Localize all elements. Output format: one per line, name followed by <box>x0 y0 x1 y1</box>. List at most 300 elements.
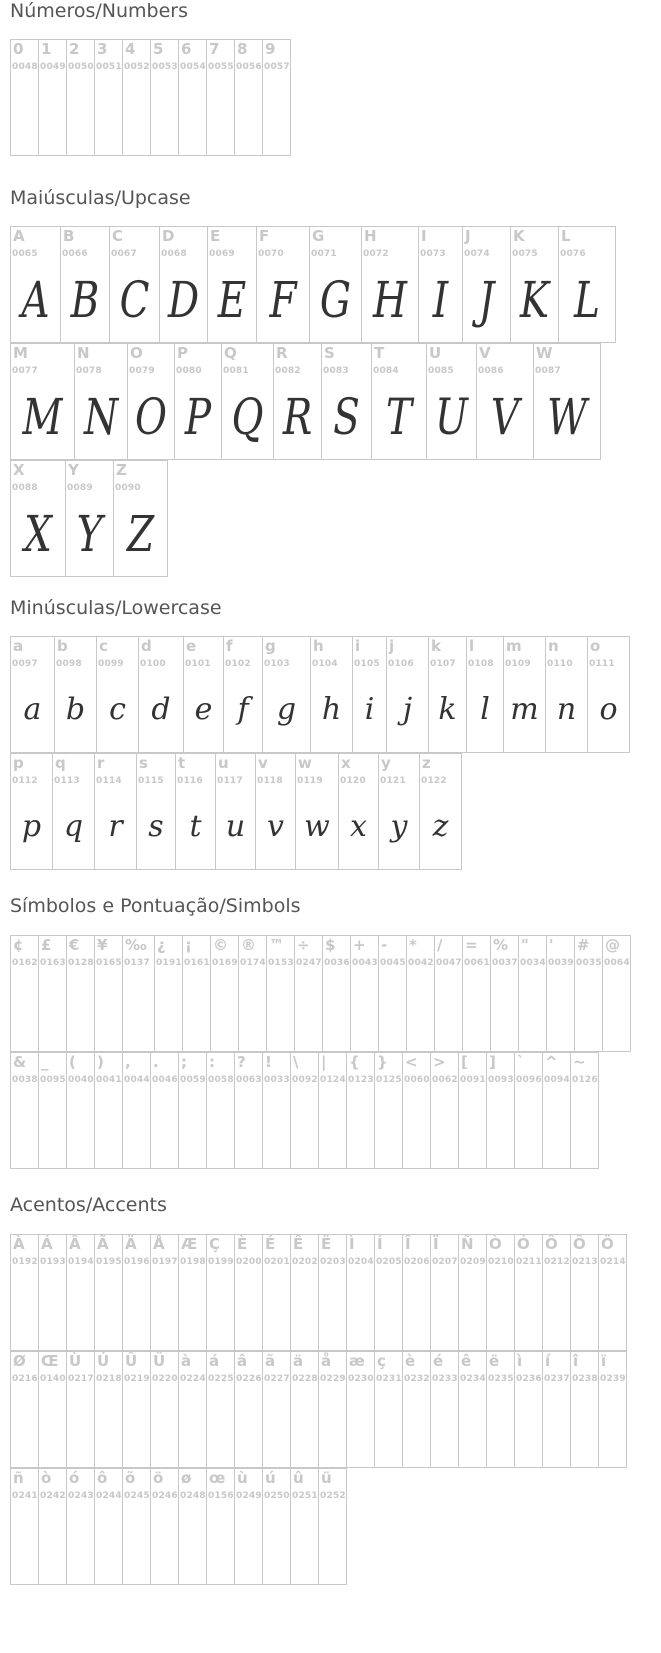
glyph-cell <box>290 1351 319 1468</box>
glyph-code-label: 0061 <box>464 958 490 968</box>
glyph-cell <box>178 1351 207 1468</box>
glyph-code-label: 0124 <box>320 1075 346 1085</box>
glyph-character-label: M <box>13 344 28 362</box>
glyph-character-label: é <box>433 1352 444 1370</box>
glyph-code-label: 0070 <box>258 249 284 259</box>
glyph-code-label: 0072 <box>363 249 389 259</box>
glyph-character-label: + <box>353 936 366 954</box>
glyph-code-label: 0088 <box>12 483 38 493</box>
glyph-character-label: ' <box>549 936 554 954</box>
glyph-cell <box>178 1234 207 1351</box>
glyph-character-label: õ <box>125 1469 136 1487</box>
glyph-character-label: ^ <box>545 1053 558 1071</box>
glyph-character-label: h <box>313 637 324 655</box>
glyph-cell <box>234 39 263 156</box>
glyph-code-label: 0115 <box>138 776 164 786</box>
glyph-character-label: ` <box>517 1053 525 1071</box>
glyph-sample: y <box>390 809 408 844</box>
section-accents <box>10 1194 626 1585</box>
glyph-code-label: 0097 <box>12 659 38 669</box>
glyph-code-label: 0125 <box>376 1075 402 1085</box>
glyph-character-label: ù <box>237 1469 248 1487</box>
glyph-character-label: L <box>561 227 571 245</box>
glyph-character-label: K <box>513 227 525 245</box>
glyph-cell <box>109 226 160 343</box>
glyph-sample: r <box>108 809 123 844</box>
glyph-code-label: 0216 <box>12 1374 38 1384</box>
glyph-character-label: û <box>293 1469 304 1487</box>
glyph-character-label: # <box>577 936 590 954</box>
glyph-cell <box>122 1052 151 1169</box>
glyph-character-label: ñ <box>13 1469 24 1487</box>
glyph-cell <box>273 343 322 460</box>
glyph-cell <box>66 935 95 1052</box>
glyph-cell <box>290 1468 319 1585</box>
glyph-sample: l <box>480 692 490 727</box>
glyph-code-label: 0228 <box>292 1374 318 1384</box>
glyph-cell <box>321 343 372 460</box>
glyph-sample: N <box>83 387 119 446</box>
glyph-row <box>10 1234 626 1351</box>
glyph-character-label: N <box>77 344 90 362</box>
glyph-cell <box>419 753 462 870</box>
glyph-cell <box>136 753 176 870</box>
glyph-cell <box>402 1234 431 1351</box>
glyph-sample: Y <box>76 504 103 563</box>
glyph-character-label: Ú <box>97 1352 110 1370</box>
glyph-code-label: 0073 <box>420 249 446 259</box>
glyph-character-label: Ü <box>153 1352 166 1370</box>
glyph-row <box>10 753 629 870</box>
glyph-cell <box>322 935 351 1052</box>
glyph-cell <box>374 1234 403 1351</box>
glyph-character-label: Ï <box>433 1235 439 1253</box>
glyph-cell <box>38 1468 67 1585</box>
glyph-cell <box>206 1234 235 1351</box>
glyph-code-label: 0049 <box>40 62 66 72</box>
glyph-character-label: © <box>213 936 228 954</box>
glyph-code-label: 0104 <box>312 659 338 669</box>
glyph-character-label: Á <box>41 1235 53 1253</box>
glyph-code-label: 0108 <box>468 659 494 669</box>
glyph-character-label: 3 <box>97 40 108 58</box>
glyph-character-label: H <box>364 227 377 245</box>
glyph-character-label: Y <box>68 461 79 479</box>
glyph-cell <box>234 1468 263 1585</box>
glyph-character-label: m <box>506 637 522 655</box>
glyph-code-label: 0213 <box>572 1257 598 1267</box>
glyph-cell <box>38 935 67 1052</box>
glyph-code-label: 0224 <box>180 1374 206 1384</box>
glyph-character-label: b <box>57 637 68 655</box>
glyph-cell <box>490 935 519 1052</box>
glyph-cell <box>402 1052 431 1169</box>
glyph-code-label: 0093 <box>488 1075 514 1085</box>
glyph-sample: j <box>402 692 413 727</box>
glyph-code-label: 0039 <box>548 958 574 968</box>
glyph-code-label: 0161 <box>184 958 210 968</box>
glyph-character-label: E <box>210 227 221 245</box>
glyph-code-label: 0210 <box>488 1257 514 1267</box>
glyph-character-label: ô <box>97 1469 108 1487</box>
glyph-code-label: 0075 <box>512 249 538 259</box>
glyph-character-label: V <box>479 344 491 362</box>
glyph-cell <box>159 226 208 343</box>
glyph-character-label: " <box>521 936 529 954</box>
glyph-character-label: Í <box>377 1235 383 1253</box>
glyph-character-label: _ <box>41 1053 49 1071</box>
glyph-code-label: 0249 <box>236 1491 262 1501</box>
glyph-character-label: r <box>97 754 105 772</box>
section-title: Minúsculas/Lowercase <box>10 597 222 619</box>
glyph-cell <box>113 460 168 577</box>
glyph-character-label: 1 <box>41 40 52 58</box>
glyph-cell <box>256 226 310 343</box>
glyph-cell <box>127 343 175 460</box>
glyph-cell <box>94 1234 123 1351</box>
glyph-code-label: 0098 <box>56 659 82 669</box>
glyph-code-label: 0079 <box>129 366 155 376</box>
glyph-code-label: 0090 <box>115 483 141 493</box>
glyph-sample: e <box>194 692 213 727</box>
glyph-code-label: 0036 <box>324 958 350 968</box>
glyph-character-label: Ç <box>209 1235 221 1253</box>
glyph-cell <box>154 935 183 1052</box>
glyph-character-label: X <box>13 461 25 479</box>
glyph-sample: M <box>22 387 63 446</box>
glyph-code-label: 0107 <box>430 659 456 669</box>
glyph-code-label: 0237 <box>544 1374 570 1384</box>
glyph-character-label: 4 <box>125 40 136 58</box>
glyph-code-label: 0250 <box>264 1491 290 1501</box>
glyph-character-label: œ <box>209 1469 226 1487</box>
glyph-character-label: y <box>381 754 391 772</box>
glyph-cell <box>574 935 603 1052</box>
glyph-code-label: 0059 <box>180 1075 206 1085</box>
glyph-character-label: x <box>341 754 351 772</box>
glyph-character-label: , <box>125 1053 131 1071</box>
glyph-row <box>10 1052 630 1169</box>
glyph-code-label: 0128 <box>68 958 94 968</box>
glyph-sample: J <box>478 270 495 329</box>
glyph-code-label: 0103 <box>264 659 290 669</box>
glyph-character-label: I <box>421 227 427 245</box>
glyph-row <box>10 39 290 156</box>
glyph-character-label: c <box>99 637 108 655</box>
glyph-character-label: j <box>389 637 395 655</box>
glyph-code-label: 0080 <box>176 366 202 376</box>
glyph-character-label: Û <box>125 1352 138 1370</box>
glyph-code-label: 0034 <box>520 958 546 968</box>
glyph-cell <box>374 1351 403 1468</box>
glyph-character-label: Õ <box>573 1235 586 1253</box>
glyph-code-label: 0225 <box>208 1374 234 1384</box>
glyph-character-label: & <box>13 1053 27 1071</box>
glyph-sample: g <box>276 692 297 727</box>
glyph-code-label: 0085 <box>428 366 454 376</box>
glyph-code-label: 0091 <box>460 1075 486 1085</box>
glyph-cell <box>223 636 263 753</box>
glyph-cell <box>94 1468 123 1585</box>
glyph-code-label: 0041 <box>96 1075 122 1085</box>
glyph-sample: O <box>135 387 167 446</box>
glyph-row <box>10 343 615 460</box>
glyph-code-label: 0212 <box>544 1257 570 1267</box>
glyph-character-label: D <box>162 227 175 245</box>
glyph-character-label: = <box>465 936 478 954</box>
glyph-cell <box>262 1234 291 1351</box>
glyph-grid <box>10 636 629 870</box>
glyph-cell <box>570 1052 599 1169</box>
glyph-code-label: 0052 <box>124 62 150 72</box>
glyph-code-label: 0043 <box>352 958 378 968</box>
glyph-code-label: 0174 <box>240 958 266 968</box>
glyph-cell <box>94 1052 123 1169</box>
glyph-character-label: Ò <box>489 1235 502 1253</box>
glyph-sample: X <box>24 504 52 563</box>
glyph-cell <box>94 935 123 1052</box>
glyph-cell <box>346 1052 375 1169</box>
glyph-cell <box>386 636 429 753</box>
glyph-code-label: 0106 <box>388 659 414 669</box>
glyph-sample: i <box>364 692 375 727</box>
glyph-code-label: 0069 <box>209 249 235 259</box>
glyph-code-label: 0207 <box>432 1257 458 1267</box>
glyph-cell <box>238 935 267 1052</box>
glyph-code-label: 0099 <box>98 659 124 669</box>
glyph-cell <box>462 935 491 1052</box>
glyph-code-label: 0122 <box>421 776 447 786</box>
glyph-code-label: 0076 <box>560 249 586 259</box>
glyph-character-label: } <box>377 1053 388 1071</box>
glyph-cell <box>65 460 114 577</box>
glyph-sample: B <box>70 270 100 329</box>
glyph-code-label: 0233 <box>432 1374 458 1384</box>
glyph-character-label: R <box>276 344 288 362</box>
glyph-character-label: Â <box>69 1235 81 1253</box>
glyph-cell <box>206 1351 235 1468</box>
glyph-code-label: 0197 <box>152 1257 178 1267</box>
glyph-character-label: æ <box>349 1352 365 1370</box>
glyph-sample: C <box>119 270 150 329</box>
glyph-cell <box>122 39 151 156</box>
glyph-character-label: è <box>405 1352 416 1370</box>
glyph-cell <box>183 636 224 753</box>
glyph-cell <box>510 226 559 343</box>
glyph-cell <box>378 935 407 1052</box>
glyph-sample: t <box>189 809 202 844</box>
glyph-code-label: 0092 <box>292 1075 318 1085</box>
glyph-code-label: 0067 <box>111 249 137 259</box>
glyph-character-label: l <box>469 637 475 655</box>
glyph-code-label: 0226 <box>236 1374 262 1384</box>
glyph-code-label: 0252 <box>320 1491 346 1501</box>
glyph-code-label: 0227 <box>264 1374 290 1384</box>
glyph-code-label: 0235 <box>488 1374 514 1384</box>
glyph-code-label: 0062 <box>432 1075 458 1085</box>
glyph-cell <box>38 1052 67 1169</box>
glyph-code-label: 0065 <box>12 249 38 259</box>
glyph-code-label: 0101 <box>185 659 211 669</box>
glyph-cell <box>374 1052 403 1169</box>
glyph-character-label: f <box>226 637 233 655</box>
glyph-character-label: U <box>429 344 442 362</box>
glyph-code-label: 0162 <box>12 958 38 968</box>
glyph-cell <box>122 935 155 1052</box>
glyph-cell <box>430 1351 459 1468</box>
glyph-character-label: ¿ <box>157 936 166 954</box>
glyph-sample: d <box>151 692 171 727</box>
glyph-character-label: S <box>324 344 335 362</box>
glyph-character-label: ë <box>489 1352 500 1370</box>
glyph-code-label: 0239 <box>600 1374 626 1384</box>
section-numbers <box>10 0 290 156</box>
glyph-cell <box>428 636 467 753</box>
glyph-character-label: â <box>237 1352 248 1370</box>
glyph-character-label: | <box>321 1053 327 1071</box>
glyph-character-label: { <box>349 1053 360 1071</box>
glyph-cell <box>542 1351 571 1468</box>
glyph-cell <box>486 1351 515 1468</box>
glyph-character-label: z <box>422 754 431 772</box>
glyph-character-label: n <box>548 637 559 655</box>
glyph-character-label: å <box>321 1352 332 1370</box>
glyph-sample: A <box>21 270 50 329</box>
glyph-character-label: T <box>374 344 385 362</box>
glyph-code-label: 0087 <box>535 366 561 376</box>
glyph-grid <box>10 935 630 1169</box>
glyph-code-label: 0063 <box>236 1075 262 1085</box>
glyph-cell <box>66 1234 95 1351</box>
glyph-sample: S <box>333 387 360 446</box>
glyph-code-label: 0165 <box>96 958 122 968</box>
glyph-cell <box>221 343 274 460</box>
glyph-cell <box>206 1052 235 1169</box>
glyph-character-label: v <box>258 754 268 772</box>
glyph-character-label: $ <box>325 936 336 954</box>
glyph-code-label: 0089 <box>67 483 93 493</box>
glyph-cell <box>587 636 630 753</box>
glyph-code-label: 0120 <box>340 776 366 786</box>
glyph-cell <box>466 636 504 753</box>
glyph-code-label: 0116 <box>177 776 203 786</box>
glyph-character-label: î <box>573 1352 579 1370</box>
glyph-character-label: ü <box>321 1469 332 1487</box>
glyph-code-label: 0241 <box>12 1491 38 1501</box>
glyph-sample: h <box>321 692 342 727</box>
glyph-code-label: 0219 <box>124 1374 150 1384</box>
glyph-code-label: 0243 <box>68 1491 94 1501</box>
section-symbols <box>10 895 630 1169</box>
glyph-character-label: ! <box>265 1053 272 1071</box>
glyph-cell <box>476 343 534 460</box>
glyph-cell <box>122 1234 151 1351</box>
glyph-character-label: ‰ <box>125 936 147 954</box>
glyph-character-label: . <box>153 1053 159 1071</box>
glyph-cell <box>66 1351 95 1468</box>
glyph-character-label: < <box>405 1053 418 1071</box>
glyph-cell <box>598 1234 627 1351</box>
glyph-code-label: 0056 <box>236 62 262 72</box>
glyph-character-label: ™ <box>269 936 284 954</box>
glyph-code-label: 0038 <box>12 1075 38 1085</box>
glyph-code-label: 0046 <box>152 1075 178 1085</box>
section-lowercase <box>10 597 629 870</box>
glyph-cell <box>486 1052 515 1169</box>
glyph-cell <box>430 1234 459 1351</box>
glyph-cell <box>215 753 256 870</box>
glyph-sample: o <box>599 692 618 727</box>
glyph-code-label: 0196 <box>124 1257 150 1267</box>
glyph-cell <box>546 935 575 1052</box>
glyph-cell <box>458 1234 487 1351</box>
glyph-cell <box>570 1234 599 1351</box>
glyph-code-label: 0247 <box>296 958 322 968</box>
glyph-cell <box>318 1234 347 1351</box>
glyph-cell <box>122 1468 151 1585</box>
glyph-sample: c <box>109 692 126 727</box>
glyph-row <box>10 1351 626 1468</box>
glyph-sample: Q <box>231 387 264 446</box>
glyph-code-label: 0206 <box>404 1257 430 1267</box>
glyph-cell <box>346 1351 375 1468</box>
glyph-character-label: Å <box>153 1235 165 1253</box>
glyph-character-label: w <box>298 754 312 772</box>
glyph-character-label: @ <box>605 936 620 954</box>
glyph-code-label: 0230 <box>348 1374 374 1384</box>
glyph-character-label: ] <box>489 1053 496 1071</box>
glyph-cell <box>178 1052 207 1169</box>
glyph-code-label: 0045 <box>380 958 406 968</box>
glyph-character-label: [ <box>461 1053 468 1071</box>
glyph-code-label: 0198 <box>180 1257 206 1267</box>
glyph-row <box>10 636 629 753</box>
glyph-cell <box>570 1351 599 1468</box>
glyph-cell <box>558 226 616 343</box>
glyph-code-label: 0048 <box>12 62 38 72</box>
glyph-character-label: 8 <box>237 40 248 58</box>
glyph-character-label: q <box>55 754 66 772</box>
glyph-character-label: 6 <box>181 40 192 58</box>
glyph-code-label: 0191 <box>156 958 182 968</box>
glyph-code-label: 0082 <box>275 366 301 376</box>
glyph-code-label: 0119 <box>297 776 323 786</box>
glyph-cell <box>406 935 435 1052</box>
glyph-cell <box>352 636 387 753</box>
glyph-code-label: 0035 <box>576 958 602 968</box>
glyph-code-label: 0123 <box>348 1075 374 1085</box>
glyph-cell <box>66 1052 95 1169</box>
glyph-code-label: 0194 <box>68 1257 94 1267</box>
glyph-character-label: u <box>218 754 229 772</box>
glyph-cell <box>346 1234 375 1351</box>
glyph-sample: s <box>148 809 164 844</box>
glyph-grid <box>10 39 290 156</box>
glyph-character-label: Ë <box>321 1235 332 1253</box>
glyph-code-label: 0037 <box>492 958 518 968</box>
glyph-code-label: 0204 <box>348 1257 374 1267</box>
glyph-cell <box>175 753 216 870</box>
glyph-code-label: 0078 <box>76 366 102 376</box>
glyph-character-label: 9 <box>265 40 276 58</box>
glyph-cell <box>174 343 222 460</box>
glyph-code-label: 0220 <box>152 1374 178 1384</box>
glyph-character-label: 5 <box>153 40 164 58</box>
glyph-character-label: ~ <box>573 1053 586 1071</box>
glyph-character-label: ú <box>265 1469 276 1487</box>
glyph-code-label: 0214 <box>600 1257 626 1267</box>
glyph-code-label: 0113 <box>54 776 80 786</box>
